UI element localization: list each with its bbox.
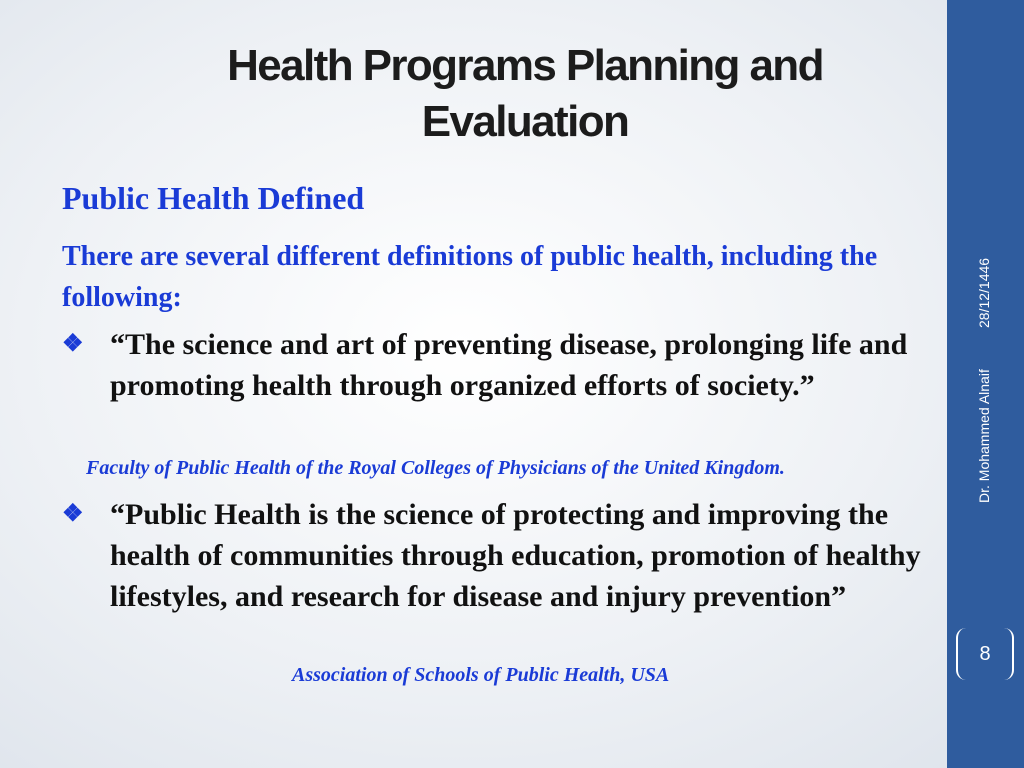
slide-title xyxy=(130,38,920,150)
slide-title-line-1: Health Programs Planning and xyxy=(227,41,823,90)
diamond-bullet-icon: ❖ xyxy=(62,501,84,527)
page-number: 8 xyxy=(956,628,1014,680)
section-heading: Public Health Defined xyxy=(62,180,365,216)
definition-quote-2: “Public Health is the science of protecting and improving the health of communities through education, promotion of healthy lifestyles, and research for disease and injury prevention” xyxy=(110,498,921,613)
definition-quote-1: “The science and art of preventing disease, prolonging life and promoting health through organized efforts of society.” xyxy=(110,328,908,402)
definition-source-1: Faculty of Public Health of the Royal Colleges of Physicians of the United Kingdom. xyxy=(86,457,785,479)
definition-bullet-2 xyxy=(62,494,942,617)
definition-bullet-1 xyxy=(62,324,942,406)
sidebar-meta xyxy=(947,0,1024,768)
slide-date: 28/12/1446 xyxy=(976,257,992,328)
slide-title-line-2: Evaluation xyxy=(421,97,629,146)
intro-text: There are several different definitions of public health, including the following: xyxy=(62,241,878,313)
slide-author: Dr. Mohammed Alnaif xyxy=(976,369,992,503)
definition-source-2: Association of Schools of Public Health, USA xyxy=(292,664,670,686)
diamond-bullet-icon: ❖ xyxy=(62,331,84,357)
